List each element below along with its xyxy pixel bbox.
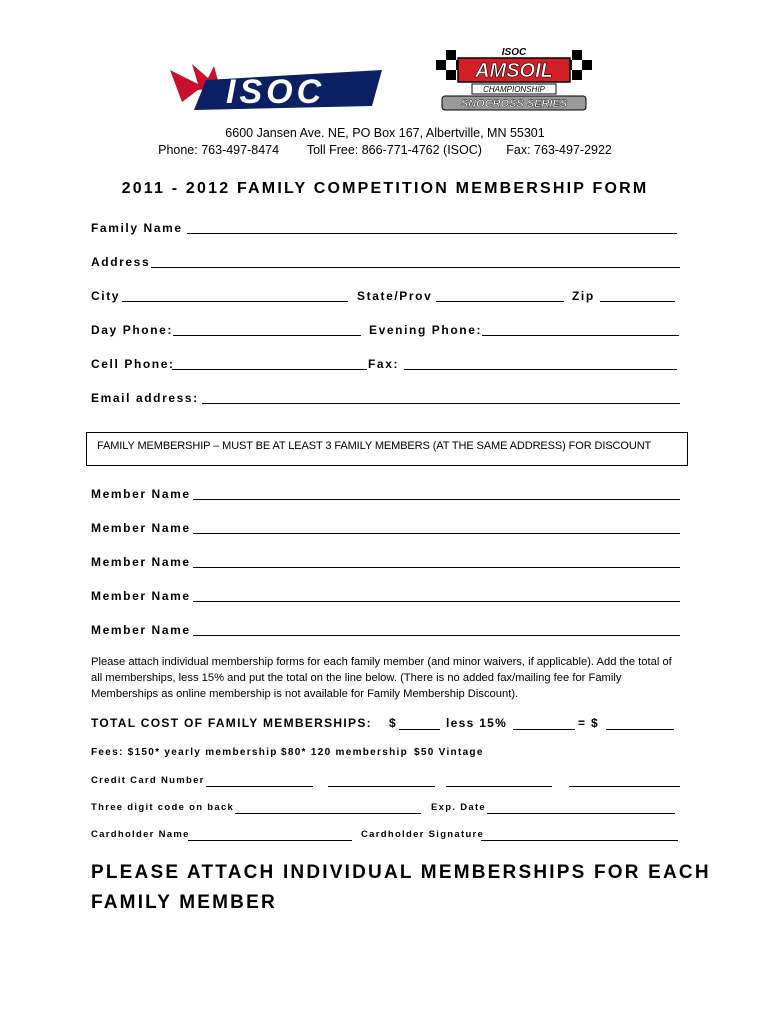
member-name-field-3[interactable] bbox=[193, 567, 680, 568]
security-code-field[interactable] bbox=[235, 813, 421, 814]
member-name-field-5[interactable] bbox=[193, 635, 680, 636]
fee-vintage: $50 Vintage bbox=[414, 747, 484, 758]
form-title: 2011 - 2012 FAMILY COMPETITION MEMBERSHIP FORM bbox=[121, 180, 649, 197]
email-label: Email address: bbox=[91, 391, 199, 405]
state-label: State/Prov bbox=[357, 289, 433, 303]
evening-phone-label: Evening Phone: bbox=[369, 323, 483, 337]
org-phone: Phone: 763-497-8474 bbox=[158, 143, 280, 157]
cardholder-signature-label: Cardholder Signature bbox=[361, 829, 485, 840]
org-toll-free: Toll Free: 866-771-4762 (ISOC) bbox=[306, 143, 482, 157]
amsoil-logo-championship: CHAMPIONSHIP bbox=[483, 85, 545, 94]
exp-date-label: Exp. Date bbox=[431, 802, 486, 813]
discount-amount-field[interactable] bbox=[513, 729, 575, 730]
security-code-label: Three digit code on back bbox=[91, 802, 235, 813]
member-name-label-4: Member Name bbox=[91, 589, 191, 603]
address-field[interactable] bbox=[151, 267, 680, 268]
less-15-label: less 15% bbox=[446, 716, 508, 730]
attach-memberships-notice: PLEASE ATTACH INDIVIDUAL MEMBERSHIPS FOR EACH FAMILY MEMBER bbox=[91, 862, 711, 913]
cell-phone-label: Cell Phone: bbox=[91, 357, 175, 371]
fee-120: $80* 120 membership bbox=[281, 747, 408, 758]
family-name-field[interactable] bbox=[187, 233, 677, 234]
fax-field[interactable] bbox=[404, 369, 677, 370]
member-name-label-5: Member Name bbox=[91, 623, 191, 637]
credit-card-label: Credit Card Number bbox=[91, 775, 205, 786]
isoc-logo-text: ISOC bbox=[226, 73, 326, 111]
total-dollar-sign: $ bbox=[389, 716, 397, 730]
state-field[interactable] bbox=[436, 301, 564, 302]
day-phone-label: Day Phone: bbox=[91, 323, 174, 337]
city-label: City bbox=[91, 289, 121, 303]
card-number-field-1[interactable] bbox=[206, 786, 313, 787]
isoc-logo bbox=[168, 62, 386, 114]
cardholder-name-field[interactable] bbox=[188, 840, 352, 841]
day-phone-field[interactable] bbox=[173, 335, 361, 336]
address-label: Address bbox=[91, 255, 151, 269]
zip-field[interactable] bbox=[600, 301, 675, 302]
evening-phone-field[interactable] bbox=[482, 335, 679, 336]
fax-label: Fax: bbox=[368, 357, 400, 371]
org-address: 6600 Jansen Ave. NE, PO Box 167, Albertville, MN 55301 bbox=[225, 126, 545, 140]
member-name-field-1[interactable] bbox=[193, 499, 680, 500]
amsoil-logo-series: SNOCROSS SERIES bbox=[460, 98, 568, 110]
member-name-label-1: Member Name bbox=[91, 487, 191, 501]
cell-phone-field[interactable] bbox=[172, 369, 367, 370]
fee-yearly: Fees: $150* yearly membership bbox=[91, 747, 278, 758]
email-field[interactable] bbox=[202, 403, 680, 404]
total-amount-field[interactable] bbox=[399, 729, 440, 730]
family-name-label: Family Name bbox=[91, 221, 183, 235]
card-number-field-3[interactable] bbox=[446, 786, 552, 787]
total-cost-label: TOTAL COST OF FAMILY MEMBERSHIPS: bbox=[91, 716, 372, 730]
amsoil-championship-logo bbox=[428, 44, 600, 114]
instructions-paragraph: Please attach individual membership forms for each family member (and minor waivers, if applicable). Add the total of all memberships, less 15% and put the total on the line below. (There is no added fax/mailing fee for Family Memberships as online membership is not available for Family Membership Discount). bbox=[91, 656, 672, 700]
notice-text: FAMILY MEMBERSHIP – MUST BE AT LEAST 3 FAMILY MEMBERS (AT THE SAME ADDRESS) FOR DISCOUNT bbox=[97, 440, 652, 452]
cardholder-name-label: Cardholder Name bbox=[91, 829, 190, 840]
city-field[interactable] bbox=[122, 301, 348, 302]
card-number-field-4[interactable] bbox=[569, 786, 680, 787]
amsoil-logo-isoc: ISOC bbox=[501, 47, 527, 58]
card-number-field-2[interactable] bbox=[328, 786, 435, 787]
zip-label: Zip bbox=[572, 289, 595, 303]
member-name-field-4[interactable] bbox=[193, 601, 680, 602]
exp-date-field[interactable] bbox=[487, 813, 675, 814]
member-name-label-3: Member Name bbox=[91, 555, 191, 569]
cardholder-signature-field[interactable] bbox=[481, 840, 678, 841]
member-name-label-2: Member Name bbox=[91, 521, 191, 535]
family-membership-notice bbox=[86, 432, 688, 466]
org-contact-line bbox=[0, 143, 770, 157]
member-name-field-2[interactable] bbox=[193, 533, 680, 534]
org-fax: Fax: 763-497-2922 bbox=[506, 143, 612, 157]
amsoil-logo-text: AMSOIL bbox=[475, 60, 553, 82]
final-total-field[interactable] bbox=[606, 729, 674, 730]
equals-dollar-label: = $ bbox=[578, 716, 599, 730]
